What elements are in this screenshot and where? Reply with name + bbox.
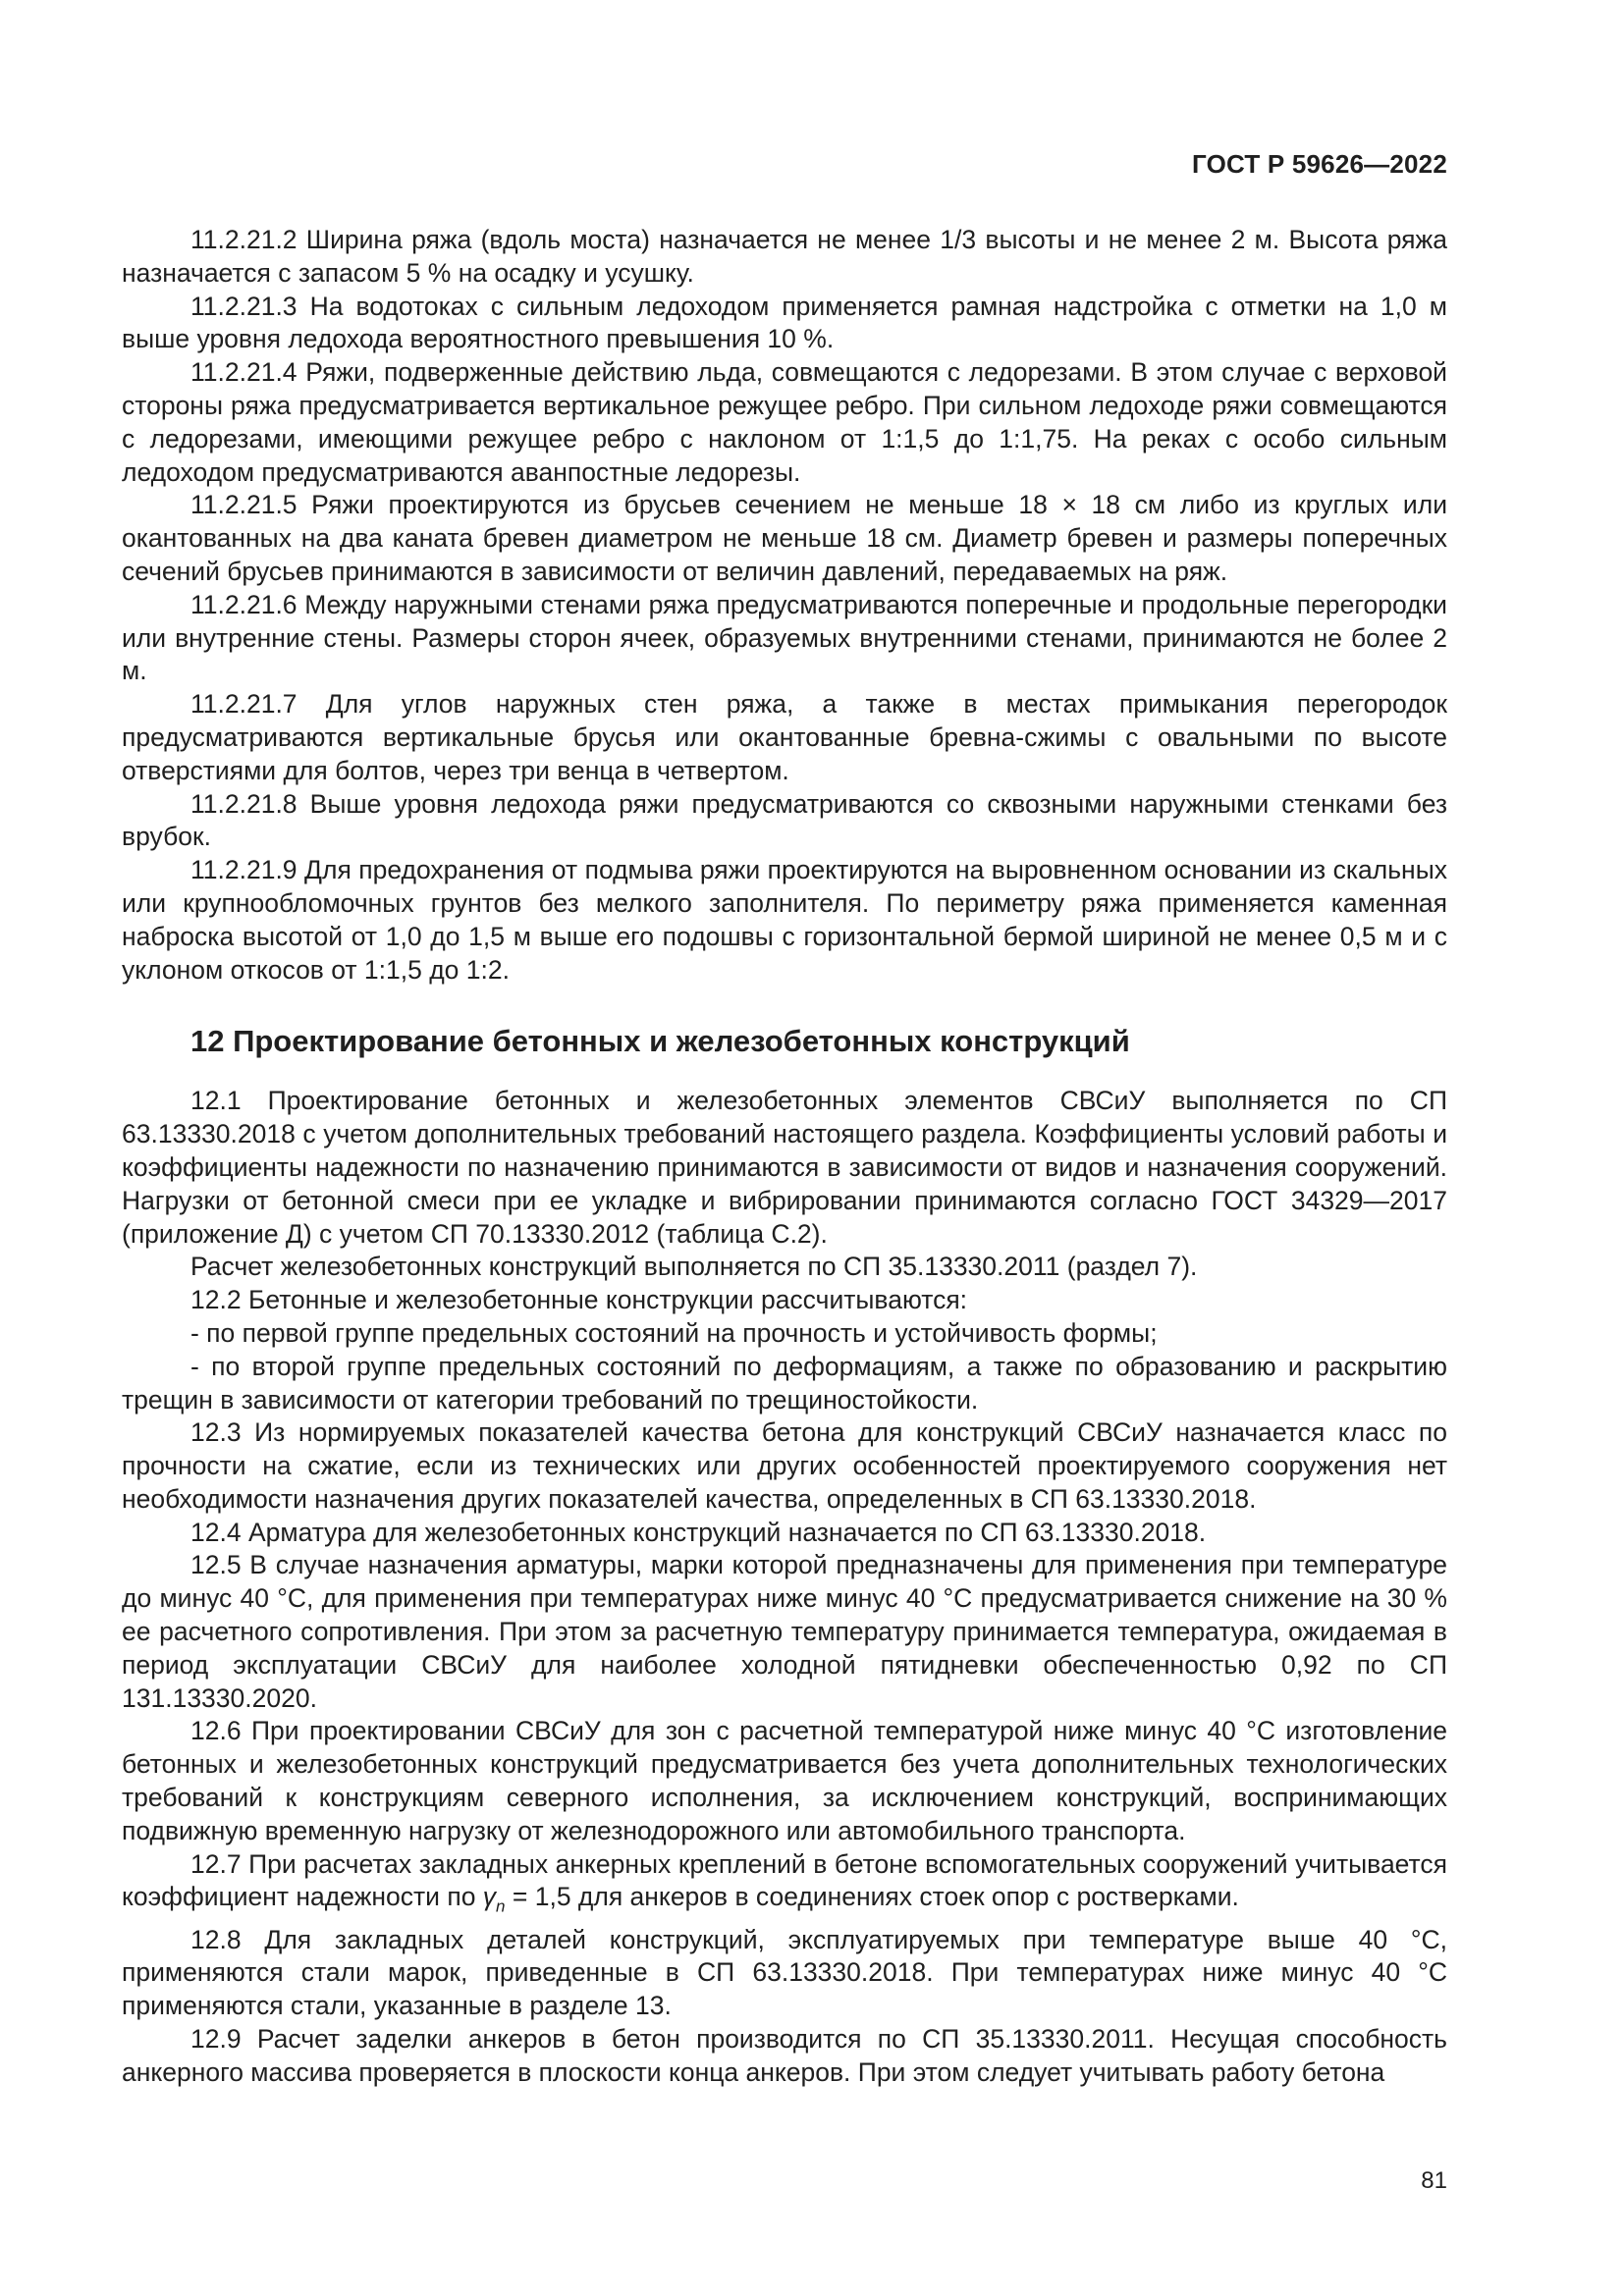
page-number: 81 (1421, 2167, 1447, 2194)
paragraph-text: 12.7 При расчетах закладных анкерных креплений в бетоне вспомогательных сооружений учитывается коэффициент надежности по (122, 1848, 1447, 1912)
page-body (122, 224, 1447, 2090)
paragraph: Расчет железобетонных конструкций выполняется по СП 35.13330.2011 (раздел 7). (190, 1252, 1198, 1282)
list-item: - по второй группе предельных состояний по деформациям, а также по образованию и раскрытию трещин в зависимости от категории требований по трещиностойкости. (122, 1351, 1447, 1415)
paragraph (122, 1848, 1447, 1924)
subscript: n (496, 1896, 506, 1916)
document-code: ГОСТ Р 59626—2022 (1192, 149, 1447, 179)
paragraph: 12.4 Арматура для железобетонных конструкций назначается по СП 63.13330.2018. (190, 1517, 1207, 1547)
paragraph: 12.1 Проектирование бетонных и железобетонных элементов СВСиУ выполняется по СП 63.13330.2018 с учетом дополнительных требований настоящего раздела. Коэффициенты условий работы и коэффициенты надежности по назначению принимаются в зависимости от видов и назначения сооружений. Нагрузки от бетонной смеси при ее укладке и вибрировании принимаются согласно ГОСТ 34329—2017 (приложение Д) с учетом СП 70.13330.2012 (таблица С.2). (122, 1086, 1447, 1249)
paragraph: 11.2.21.7 Для углов наружных стен ряжа, а также в местах примыкания перегородок предусматриваются вертикальные брусья или окантованные бревна-сжимы с овальными по высоте отверстиями для болтов, через три венца в четвертом. (122, 689, 1447, 785)
paragraph: 11.2.21.4 Ряжи, подверженные действию льда, совмещаются с ледорезами. В этом случае с верховой стороны ряжа предусматривается вертикальное режущее ребро. При сильном ледоходе ряжи совмещаются с ледорезами, имеющими режущее ребро с наклоном от 1:1,5 до 1:1,75. На реках с особо сильным ледоходом предусматриваются аванпостные ледорезы. (122, 357, 1447, 487)
paragraph: 11.2.21.9 Для предохранения от подмыва ряжи проектируются на выровненном основании из скальных или крупнообломочных грунтов без мелкого заполнителя. По периметру ряжа применяется каменная наброска высотой от 1,0 до 1,5 м выше его подошвы с горизонтальной бермой шириной не менее 0,5 м и с уклоном откосов от 1:1,5 до 1:2. (122, 855, 1447, 985)
list-item: - по первой группе предельных состояний на прочность и устойчивость формы; (190, 1317, 1158, 1348)
paragraph: 12.6 При проектировании СВСиУ для зон с расчетной температурой ниже минус 40 °С изготовление бетонных и железобетонных конструкций предусматривается без учета дополнительных технологических требований к конструкциям северного исполнения, за исключением конструкций, воспринимающих подвижную временную нагрузку от железнодорожного или автомобильного транспорта. (122, 1716, 1447, 1845)
paragraph: 12.8 Для закладных деталей конструкций, эксплуатируемых при температуре выше 40 °С, применяются стали марок, приведенные в СП 63.13330.2018. При температурах ниже минус 40 °С применяются стали, указанные в разделе 13. (122, 1924, 1447, 2021)
paragraph: 11.2.21.6 Между наружными стенами ряжа предусматриваются поперечные и продольные перегородки или внутренние стены. Размеры сторон ячеек, образуемых внутренними стенами, принимаются не более 2 м. (122, 589, 1447, 686)
paragraph: 12.2 Бетонные и железобетонные конструкции рассчитываются: (190, 1285, 968, 1315)
paragraph: 12.3 Из нормируемых показателей качества бетона для конструкций СВСиУ назначается класс по прочности на сжатие, если из технических или других особенностей проектируемого сооружения нет необходимости назначения других показателей качества, определенных в СП 63.13330.2018. (122, 1417, 1447, 1514)
paragraph: 11.2.21.5 Ряжи проектируются из брусьев сечением не меньше 18 × 18 см либо из круглых или окантованных на два каната бревен диаметром не меньше 18 см. Диаметр бревен и размеры поперечных сечений брусьев принимаются в зависимости от величин давлений, передаваемых на ряж. (122, 490, 1447, 586)
paragraph: 11.2.21.8 Выше уровня ледохода ряжи предусматриваются со сквозными наружными стенками без врубок. (122, 788, 1447, 852)
gamma-symbol: γ (482, 1882, 497, 1912)
paragraph-text: = 1,5 для анкеров в соединениях стоек опор с ростверками. (505, 1882, 1239, 1912)
section-heading: 12 Проектирование бетонных и железобетонных конструкций (190, 1024, 1130, 1059)
paragraph: 11.2.21.3 На водотоках с сильным ледоходом применяется рамная надстройка с отметки на 1,0 м выше уровня ледохода вероятностного превышения 10 %. (122, 291, 1447, 354)
paragraph: 11.2.21.2 Ширина ряжа (вдоль моста) назначается не менее 1/3 высоты и не менее 2 м. Высота ряжа назначается с запасом 5 % на осадку и усушку. (122, 225, 1447, 288)
paragraph: 12.5 В случае назначения арматуры, марки которой предназначены для применения при температуре до минус 40 °С, для применения при температурах ниже минус 40 °С предусматривается снижение на 30 % ее расчетного сопротивления. При этом за расчетную температуру принимается температура, ожидаемая в период эксплуатации СВСиУ для наиболее холодной пятидневки обеспеченностью 0,92 по СП 131.13330.2020. (122, 1550, 1447, 1713)
paragraph: 12.9 Расчет заделки анкеров в бетон производится по СП 35.13330.2011. Несущая способность анкерного массива проверяется в плоскости конца анкеров. При этом следует учитывать работу бетона (122, 2023, 1447, 2087)
